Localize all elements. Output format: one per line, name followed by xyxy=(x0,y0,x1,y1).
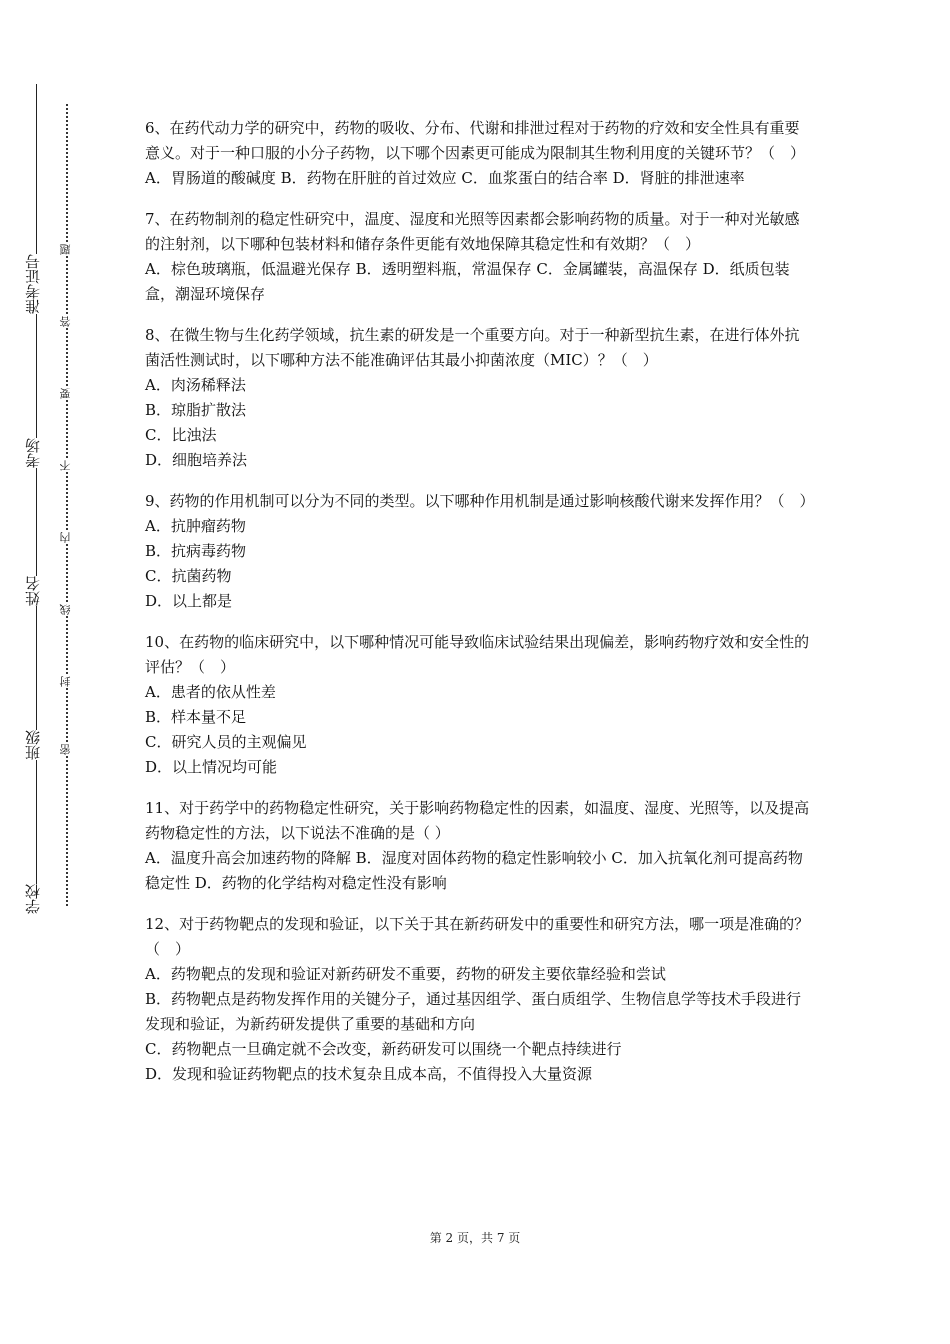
option-a: A．抗肿瘤药物 xyxy=(145,517,246,535)
question-stem: 6、在药代动力学的研究中，药物的吸收、分布、代谢和排泄过程对于药物的疗效和安全性具有重要意义。对于一种口服的小分子药物，以下哪个因素更可能成为限制其生物利用度的关键环节？（ ） xyxy=(145,119,806,162)
seal-char: 密 xyxy=(59,744,75,755)
seal-char: 要 xyxy=(59,388,75,399)
option-d: D．细胞培养法 xyxy=(145,451,248,469)
question-12 xyxy=(145,912,810,1087)
seal-char: 题 xyxy=(59,244,75,255)
question-stem: 9、药物的作用机制可以分为不同的类型。以下哪种作用机制是通过影响核酸代谢来发挥作用？（ ） xyxy=(145,492,815,510)
question-options: A．温度升高会加速药物的降解 B．湿度对固体药物的稳定性影响较小 C．加入抗氧化剂可提高药物稳定性 D．药物的化学结构对稳定性没有影响 xyxy=(145,849,803,892)
option-d: D．发现和验证药物靶点的技术复杂且成本高，不值得投入大量资源 xyxy=(145,1065,593,1083)
question-8 xyxy=(145,323,810,473)
seal-char: 内 xyxy=(59,532,75,543)
question-stem: 7、在药物制剂的稳定性研究中，温度、湿度和光照等因素都会影响药物的质量。对于一种对光敏感的注射剂，以下哪种包装材料和储存条件更能有效地保障其稳定性和有效期？（ ） xyxy=(145,210,800,253)
question-stem: 10、在药物的临床研究中，以下哪种情况可能导致临床试验结果出现偏差，影响药物疗效和安全性的评估？（ ） xyxy=(145,633,810,676)
option-a: A．患者的依从性差 xyxy=(145,683,276,701)
question-stem: 11、对于药学中的药物稳定性研究，关于影响药物稳定性的因素，如温度、湿度、光照等，以及提高药物稳定性的方法，以下说法不准确的是（ ） xyxy=(145,799,810,842)
option-b: B．抗病毒药物 xyxy=(145,542,247,560)
question-options: A．胃肠道的酸碱度 B．药物在肝脏的首过效应 C．血浆蛋白的结合率 D．肾脏的排泄速率 xyxy=(145,169,745,187)
question-9 xyxy=(145,489,815,614)
option-d: D．以上都是 xyxy=(145,592,233,610)
question-stem: 8、在微生物与生化药学领域，抗生素的研发是一个重要方向。对于一种新型抗生素，在进行体外抗菌活性测试时，以下哪种方法不能准确评估其最小抑菌浓度（MIC）？（ ） xyxy=(145,326,800,369)
page-footer: 第 2 页，共 7 页 xyxy=(429,1231,521,1245)
option-b: B．样本量不足 xyxy=(145,708,247,726)
binding-line xyxy=(36,84,37,904)
option-c: C．抗菌药物 xyxy=(145,567,232,585)
question-list xyxy=(145,116,815,1103)
question-6 xyxy=(145,116,810,191)
question-7 xyxy=(145,207,810,307)
option-a: A．药物靶点的发现和验证对新药研发不重要，药物的研发主要依靠经验和尝试 xyxy=(145,965,666,983)
option-d: D．以上情况均可能 xyxy=(145,758,278,776)
question-10 xyxy=(145,630,810,780)
seal-char: 线 xyxy=(59,604,75,615)
option-c: C．药物靶点一旦确定就不会改变，新药研发可以围绕一个靶点持续进行 xyxy=(145,1040,622,1058)
seal-dotted-line xyxy=(66,104,68,906)
seal-char: 封 xyxy=(59,676,75,687)
seal-char: 答 xyxy=(59,316,75,327)
option-b: B．药物靶点是药物发挥作用的关键分子，通过基因组学、蛋白质组学、生物信息学等技术手段进行发现和验证，为新药研发提供了重要的基础和方向 xyxy=(145,990,802,1033)
exam-number-label: 准考证号 xyxy=(24,254,46,314)
option-c: C．研究人员的主观偏见 xyxy=(145,733,307,751)
option-a: A．肉汤稀释法 xyxy=(145,376,246,394)
class-label: 班级 xyxy=(24,730,46,760)
exam-room-label: 考场 xyxy=(24,438,46,468)
school-label: 学校 xyxy=(24,884,46,914)
option-c: C．比浊法 xyxy=(145,426,217,444)
question-11 xyxy=(145,796,810,896)
option-b: B．琼脂扩散法 xyxy=(145,401,247,419)
question-options: A．棕色玻璃瓶，低温避光保存 B．透明塑料瓶，常温保存 C．金属罐装，高温保存 D．纸质包装盒，潮湿环境保存 xyxy=(145,260,790,303)
name-label: 姓名 xyxy=(24,576,46,606)
question-stem: 12、对于药物靶点的发现和验证，以下关于其在新药研发中的重要性和研究方法，哪一项是准确的？（ ） xyxy=(145,915,810,958)
seal-char: 不 xyxy=(59,460,75,471)
